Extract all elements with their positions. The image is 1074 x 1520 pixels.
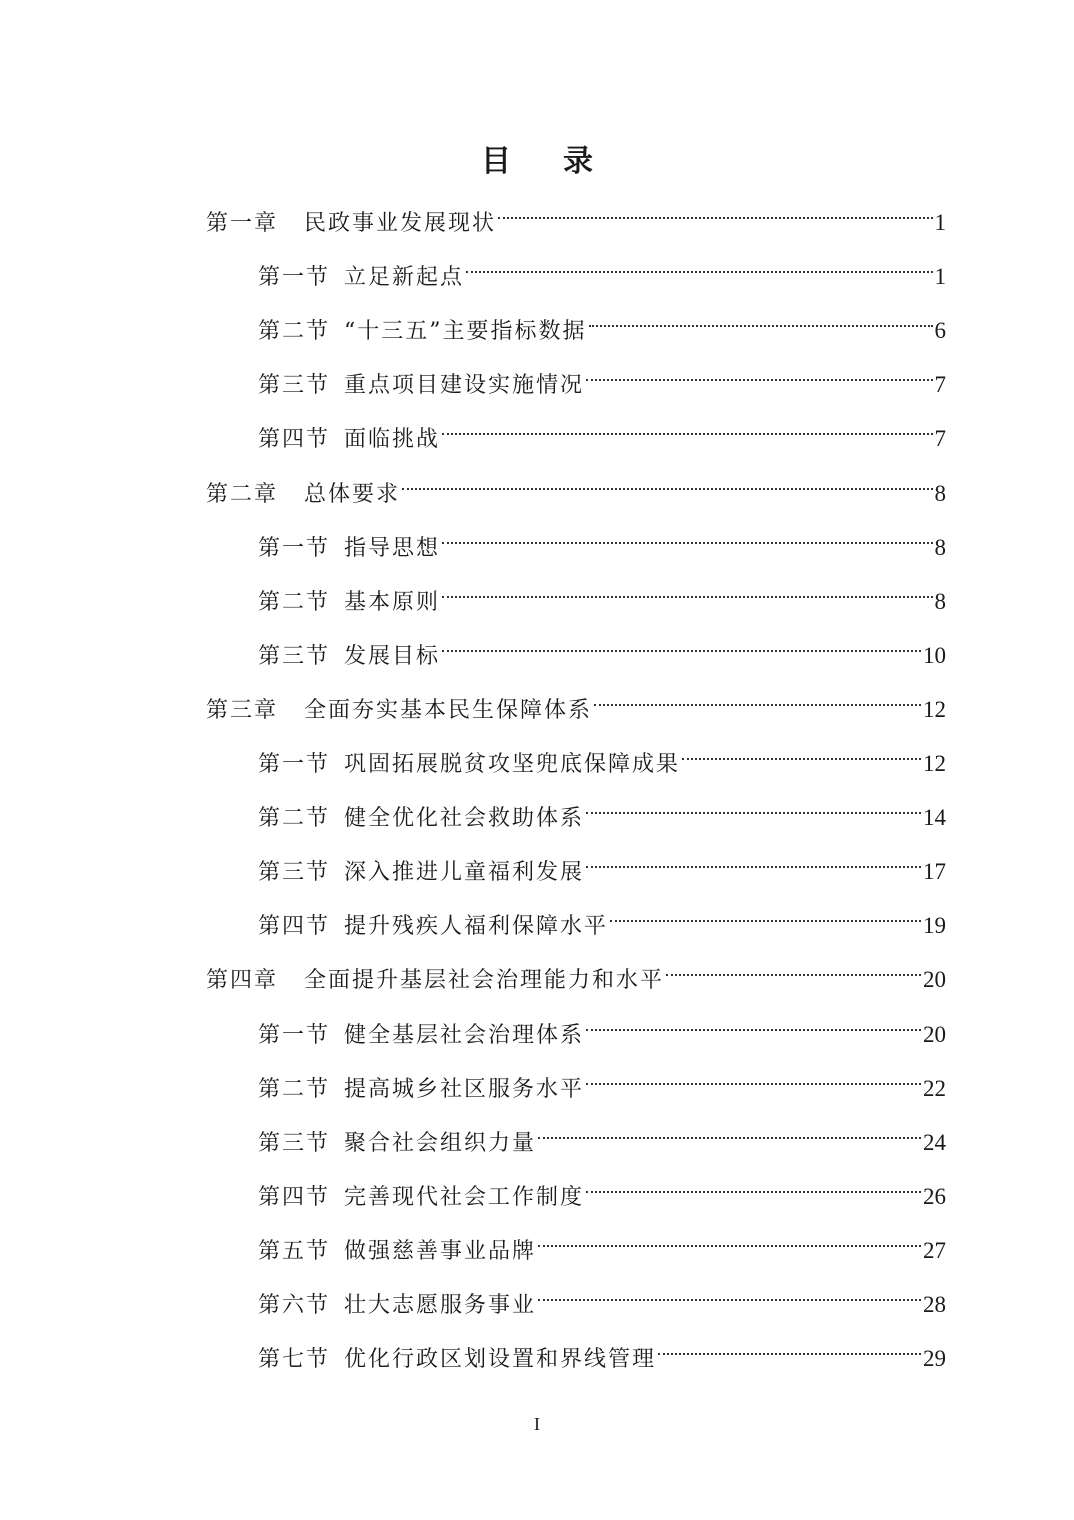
toc-entry-page: 22 — [923, 1075, 946, 1101]
toc-entry[interactable] — [258, 839, 946, 886]
page-title-left: 目 — [481, 144, 511, 179]
toc-entry-title: 健全基层社会治理体系 — [344, 1022, 585, 1048]
dot-leader — [442, 406, 932, 446]
toc-entry-title: 全面夯实基本民生保障体系 — [304, 697, 593, 723]
toc-entry-label: 第四节 — [258, 427, 331, 453]
toc-entry[interactable] — [206, 947, 946, 994]
toc-entry-title: 壮大志愿服务事业 — [344, 1293, 537, 1318]
dot-leader — [682, 731, 921, 771]
toc-entry-label: 第二节 — [258, 319, 331, 345]
toc-entry-label: 第三节 — [258, 1130, 331, 1156]
toc-entry-label: 第三节 — [258, 860, 331, 886]
dot-leader — [658, 1326, 921, 1366]
toc-entry-title: 做强慈善事业品牌 — [344, 1238, 537, 1264]
toc-entry-label: 第五节 — [258, 1238, 331, 1264]
toc-entry-page: 29 — [923, 1346, 946, 1372]
toc-entry-page: 20 — [923, 1021, 946, 1047]
dot-leader — [666, 947, 921, 987]
toc-entry-label: 第四节 — [258, 1184, 331, 1210]
dot-leader — [466, 244, 932, 284]
toc-entry-label: 第一章 — [206, 211, 279, 236]
toc-entry-page: 24 — [923, 1129, 946, 1155]
toc-entry-title: 发展目标 — [344, 643, 441, 669]
dot-leader — [589, 298, 933, 338]
dot-leader — [586, 1056, 921, 1096]
toc-entry-page: 8 — [934, 588, 946, 614]
toc-entry-title: 深入推进儿童福利发展 — [344, 860, 585, 886]
page-title-right: 录 — [563, 144, 593, 179]
toc-entry[interactable] — [258, 298, 946, 345]
toc-entry-title: 巩固拓展脱贫攻坚兜底保障成果 — [344, 752, 681, 777]
toc-entry-title: 健全优化社会救助体系 — [344, 806, 585, 832]
toc-entry-title: 重点项目建设实施情况 — [344, 373, 585, 399]
page-title — [0, 136, 1074, 180]
toc-entry-page: 20 — [923, 967, 946, 993]
toc-entry[interactable] — [258, 406, 946, 453]
toc-entry[interactable] — [258, 785, 946, 832]
toc-entry[interactable] — [258, 623, 946, 669]
toc-entry-page: 12 — [923, 751, 946, 776]
toc-entry-page: 1 — [934, 264, 946, 290]
dot-leader — [586, 839, 921, 879]
toc-entry[interactable] — [258, 569, 946, 615]
toc-entry-label: 第一节 — [258, 1022, 331, 1048]
toc-entry-page: 14 — [923, 805, 946, 831]
toc-entry-title: 民政事业发展现状 — [304, 211, 497, 236]
toc-entry-title: 面临挑战 — [344, 427, 441, 453]
toc-entry[interactable] — [206, 677, 946, 723]
toc-entry[interactable] — [206, 461, 946, 507]
dot-leader — [538, 1272, 921, 1312]
dot-leader — [442, 623, 921, 663]
toc-entry[interactable] — [258, 1218, 946, 1264]
toc-entry-title: “十三五”主要指标数据 — [344, 319, 587, 345]
toc-entry-label: 第四节 — [258, 914, 331, 940]
toc-entry-label: 第二节 — [258, 1076, 331, 1102]
toc-entry[interactable] — [258, 1272, 946, 1318]
dot-leader — [586, 1164, 921, 1204]
toc-entry-label: 第二章 — [206, 481, 279, 507]
toc-entry-title: 提高城乡社区服务水平 — [344, 1076, 585, 1102]
dot-leader — [586, 785, 921, 825]
toc-entry[interactable] — [258, 1326, 946, 1373]
dot-leader — [594, 677, 921, 717]
footer-page-number: I — [534, 1414, 540, 1434]
toc-entry-page: 7 — [934, 426, 946, 452]
toc-entry[interactable] — [258, 1164, 946, 1210]
dot-leader — [538, 1110, 921, 1150]
toc-entry[interactable] — [258, 1056, 946, 1102]
toc-entry-page: 28 — [923, 1292, 946, 1317]
toc-entry-label: 第二节 — [258, 589, 331, 615]
toc-entry-title: 聚合社会组织力量 — [344, 1130, 537, 1156]
toc-entry-title: 立足新起点 — [344, 265, 465, 291]
toc-entry[interactable] — [258, 244, 946, 291]
toc-entry-title: 全面提升基层社会治理能力和水平 — [304, 968, 665, 994]
toc-entry-label: 第六节 — [258, 1293, 331, 1318]
toc-entry-page: 8 — [934, 480, 946, 506]
toc-entry-label: 第一节 — [258, 265, 331, 291]
toc-entry-page: 8 — [934, 534, 946, 560]
toc-entry-label: 第三节 — [258, 373, 331, 399]
toc-entry-page: 26 — [923, 1183, 946, 1209]
dot-leader — [538, 1218, 921, 1258]
toc-entry-page: 27 — [923, 1237, 946, 1263]
toc-entry-page: 12 — [923, 696, 946, 722]
toc-entry-label: 第三节 — [258, 643, 331, 669]
dot-leader — [586, 1002, 921, 1042]
toc-entry-label: 第二节 — [258, 806, 331, 832]
toc-entry-title: 完善现代社会工作制度 — [344, 1184, 585, 1210]
toc-entry-page: 1 — [934, 210, 946, 235]
toc-entry-page: 17 — [923, 859, 946, 885]
toc-entry[interactable] — [258, 1002, 946, 1048]
toc-entry[interactable] — [206, 190, 946, 236]
dot-leader — [402, 461, 932, 501]
toc-entry-title: 基本原则 — [344, 589, 441, 615]
toc-entry-title: 提升残疾人福利保障水平 — [344, 914, 609, 940]
dot-leader — [498, 190, 932, 230]
toc-entry[interactable] — [258, 515, 946, 561]
dot-leader — [442, 515, 932, 555]
toc-entry-page: 19 — [923, 913, 946, 939]
toc-entry-page: 6 — [934, 318, 946, 344]
toc-entry-title: 指导思想 — [344, 535, 441, 561]
dot-leader — [610, 893, 921, 933]
dot-leader — [586, 352, 932, 392]
toc-entry-title: 总体要求 — [304, 481, 401, 507]
toc-entry[interactable] — [258, 893, 946, 940]
toc-entry-label: 第三章 — [206, 697, 279, 723]
dot-leader — [442, 569, 932, 609]
toc-entry-label: 第七节 — [258, 1347, 331, 1373]
toc-entry[interactable] — [258, 1110, 946, 1156]
toc-entry-label: 第一节 — [258, 535, 331, 561]
toc-entry-page: 10 — [923, 642, 946, 668]
toc-entry-page: 7 — [934, 372, 946, 398]
toc-entry[interactable] — [258, 352, 946, 399]
toc-entry-label: 第一节 — [258, 752, 331, 777]
toc-entry[interactable] — [258, 731, 946, 777]
toc-entry-title: 优化行政区划设置和界线管理 — [344, 1347, 657, 1373]
toc-entry-label: 第四章 — [206, 968, 279, 994]
